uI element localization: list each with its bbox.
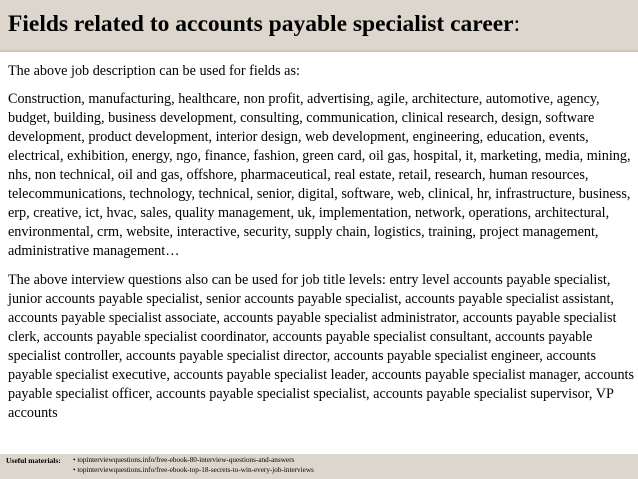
intro-text: The above job description can be used for fields as:: [8, 63, 300, 79]
job-titles-text: The above interview questions also can be used for job title levels: entry level accounts payable specialist, junior accounts payable specialist, senior accounts payable specialist, accounts payable specialist assistant, accounts payable specialist associate, accounts payable specialist administrator, accounts payable specialist clerk, accounts payable specialist coordinator, accounts payable specialist consultant, accounts payable specialist controller, accounts payable specialist director, accounts payable specialist engineer, accounts payable specialist executive, accounts payable specialist leader, accounts payable specialist manager, accounts payable specialist officer, accounts payable specialist specialist, accounts payable specialist supervisor, VP accounts: [8, 272, 634, 421]
footer-link-ebook-80-questions[interactable]: • topinterviewquestions.info/free-ebook-80-interview-questions-and-answers: [73, 456, 295, 464]
page-title: [8, 11, 520, 38]
fields-list-text: Construction, manufacturing, healthcare, non profit, advertising, agile, architecture, automotive, agency, budget, building, business development, consulting, communication, clinical research, design, software development, product development, interior design, web development, engineering, education, events, electrical, exhibition, energy, ngo, finance, fashion, green card, oil gas, hospital, it, marketing, media, mining, nhs, non technical, oil and gas, offshore, pharmaceutical, real estate, retail, research, human resources, telecommunications, technology, technical, senior, digital, software, web, clinical, hr, infrastructure, business, erp, creative, ict, hvac, sales, quality management, uk, implementation, network, operations, architectural, environmental, crm, website, interactive, security, supply chain, logistics, training, project management, administrative management…: [8, 91, 631, 259]
page-title-colon: :: [513, 11, 521, 37]
title-bar: [0, 0, 638, 52]
main-content: [8, 62, 634, 423]
footer-link-ebook-18-secrets[interactable]: • topinterviewquestions.info/free-ebook-top-18-secrets-to-win-every-job-interviews: [73, 466, 314, 474]
page-title-text: Fields related to accounts payable specialist career: [8, 11, 514, 37]
footer-label: Useful materials:: [6, 456, 61, 465]
footer-bar: [0, 454, 638, 479]
